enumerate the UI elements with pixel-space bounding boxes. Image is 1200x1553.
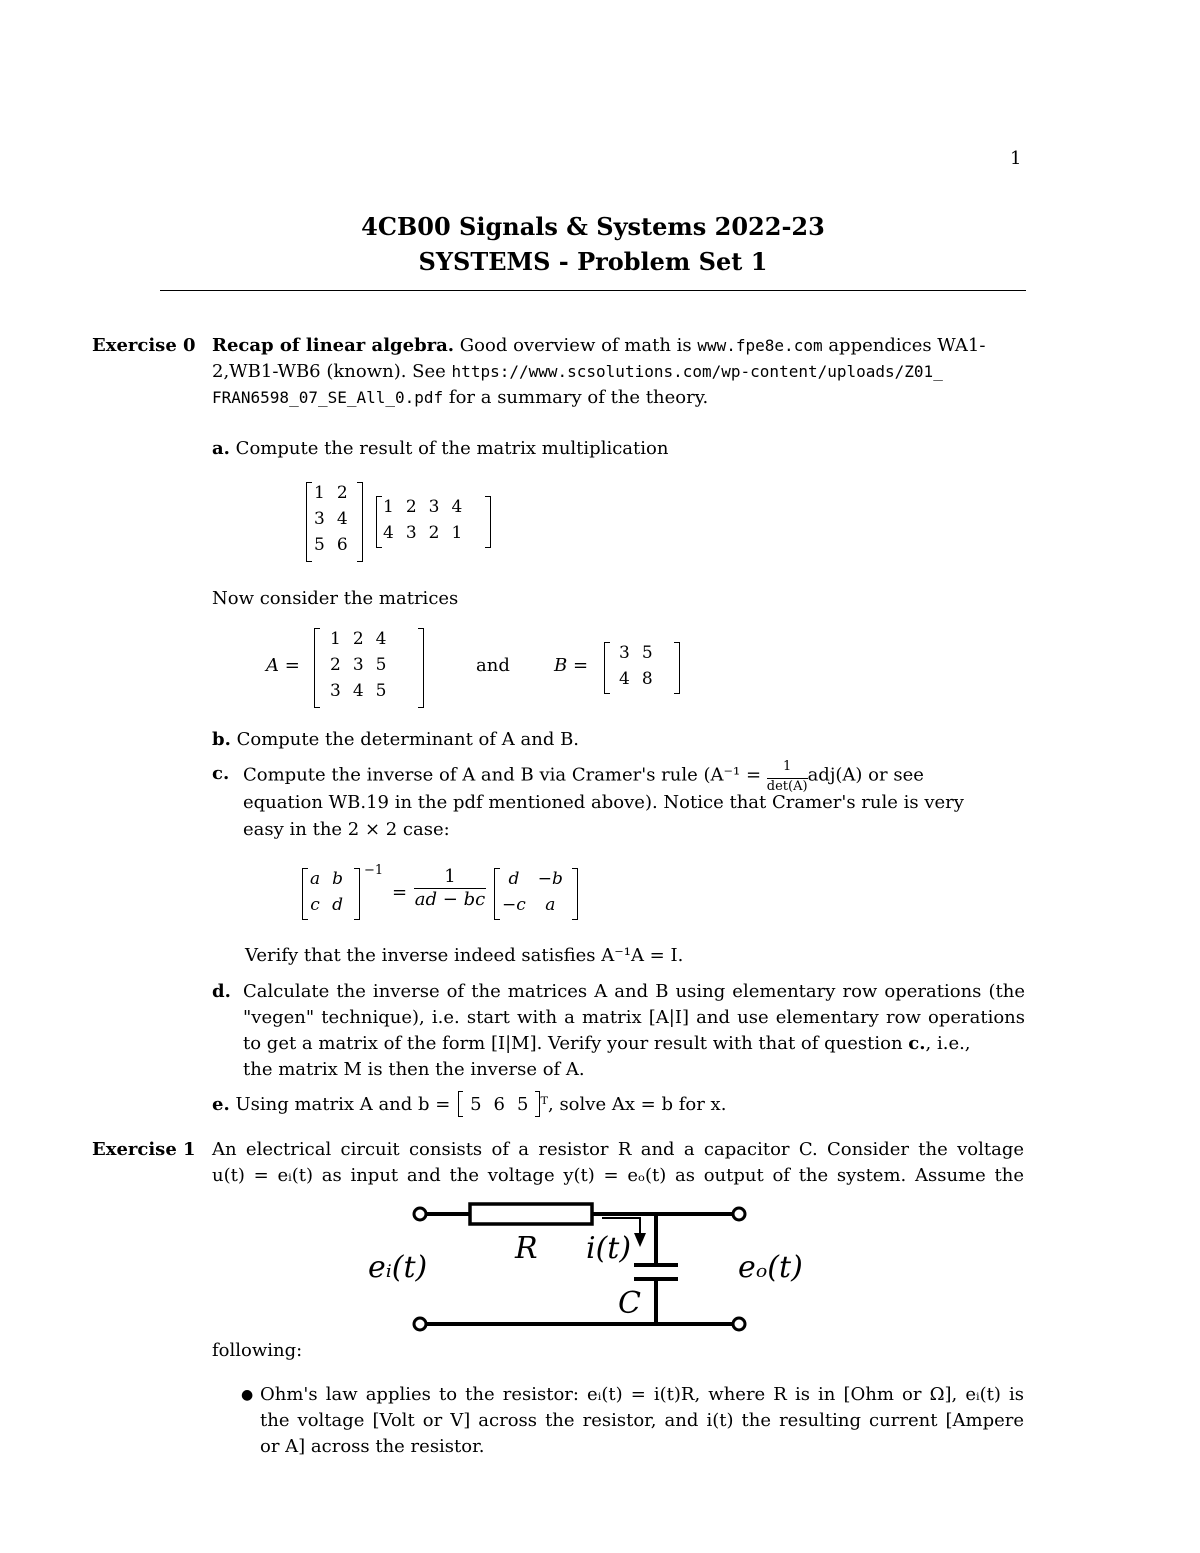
matrix-entry: a bbox=[545, 895, 556, 915]
item-a-label: a. bbox=[212, 438, 230, 459]
matrix-entry: 4 bbox=[619, 669, 630, 689]
item-c-line2: equation WB.19 in the pdf mentioned above). Notice that Cramer's rule is very bbox=[243, 792, 964, 813]
exercise-0-label: Exercise 0 bbox=[92, 335, 196, 356]
inverse-fraction bbox=[414, 866, 486, 911]
url-fpe8e[interactable]: www.fpe8e.com bbox=[697, 336, 823, 355]
label-C: C bbox=[618, 1286, 641, 1321]
matrix-entry: b bbox=[332, 869, 344, 889]
inverse-matrix bbox=[302, 866, 349, 918]
matrix-entry: 3 bbox=[619, 643, 630, 663]
matrix-entry: a bbox=[310, 869, 321, 889]
item-c-text: adj(A) or see bbox=[807, 764, 924, 786]
intro-text: 2,WB1-WB6 (known). See bbox=[212, 361, 452, 382]
following-text: following: bbox=[212, 1340, 303, 1361]
fraction-denominator: det(A) bbox=[766, 779, 808, 794]
matrix-entry: 5 bbox=[314, 535, 325, 555]
matrix-entry: 1 bbox=[451, 523, 463, 543]
vector-b bbox=[458, 1092, 540, 1118]
exercise-1-label: Exercise 1 bbox=[92, 1139, 196, 1160]
page-subtitle: SYSTEMS - Problem Set 1 bbox=[418, 247, 768, 276]
title-rule bbox=[160, 290, 1026, 291]
matrix-B bbox=[604, 640, 659, 692]
matrix-entry: 1 bbox=[383, 497, 394, 517]
matrix-entry: 1 bbox=[330, 629, 341, 649]
item-d-line: Calculate the inverse of the matrices A and B using elementary row operations (the bbox=[243, 981, 1025, 1002]
label-ei: eᵢ(t) bbox=[368, 1250, 428, 1285]
verify-text: Verify that the inverse indeed satisfies A⁻¹A = I. bbox=[245, 945, 684, 966]
page-number: 1 bbox=[1010, 148, 1022, 169]
item-d-line: , i.e., bbox=[925, 1033, 971, 1054]
exercise-1-text bbox=[212, 1137, 1024, 1189]
fraction-denominator: ad − bc bbox=[414, 889, 486, 910]
matrix-2 bbox=[376, 494, 468, 546]
vector-entry: 5 bbox=[516, 1094, 529, 1115]
matrix-entry: 4 bbox=[451, 497, 463, 517]
matrix-entry: 4 bbox=[336, 509, 348, 529]
url-scsolutions-cont[interactable]: FRAN6598_07_SE_All_0.pdf bbox=[212, 388, 444, 407]
item-d-label: d. bbox=[212, 981, 231, 1002]
ohm-line: Ohm's law applies to the resistor: eᵢ(t) = i(t)R, where R is in [Ohm or Ω], eᵢ(t) is bbox=[260, 1384, 1024, 1405]
rc-circuit-diagram bbox=[350, 1195, 820, 1345]
item-e-text: ᵀ, solve Ax = b for x. bbox=[540, 1094, 727, 1115]
matrix-entry: 6 bbox=[336, 535, 348, 555]
matrix-entry: 4 bbox=[383, 523, 394, 543]
matrix-entry: 2 bbox=[428, 523, 440, 543]
exercise-0-heading: Recap of linear algebra. bbox=[212, 335, 455, 356]
matrix-entry: 3 bbox=[428, 497, 440, 517]
item-d-text bbox=[243, 979, 1025, 1083]
item-c-text: Compute the inverse of A and B via Cramer's rule (A⁻¹ = bbox=[243, 764, 762, 786]
label-it: i(t) bbox=[586, 1231, 632, 1266]
matrix-entry: 5 bbox=[375, 681, 387, 701]
adjugate-matrix bbox=[494, 866, 569, 918]
matrix-entry: c bbox=[310, 895, 320, 915]
matrix-entry: 1 bbox=[314, 483, 325, 503]
fraction-numerator: 1 bbox=[414, 866, 486, 889]
matrix-entry: 5 bbox=[641, 643, 653, 663]
matrix-B-label: B = bbox=[554, 655, 589, 676]
vector-entry: 6 bbox=[493, 1094, 505, 1115]
fraction-numerator: 1 bbox=[767, 756, 808, 779]
ohm-bullet bbox=[260, 1382, 1024, 1460]
item-c-label: c. bbox=[212, 763, 230, 784]
intro-text: Good overview of math is bbox=[454, 335, 698, 356]
matrix-A bbox=[314, 626, 392, 704]
item-b bbox=[212, 727, 579, 753]
item-d-line: the matrix M is then the inverse of A. bbox=[243, 1059, 585, 1080]
matrix-entry: 8 bbox=[641, 669, 653, 689]
item-e bbox=[212, 1092, 726, 1118]
matrix-A-label: A = bbox=[266, 655, 300, 676]
matrix-entry: 3 bbox=[330, 681, 341, 701]
matrix-entry: −c bbox=[502, 895, 526, 915]
matrix-entry: 4 bbox=[352, 681, 364, 701]
intro-text: for a summary of the theory. bbox=[443, 387, 709, 408]
matrix-entry: d bbox=[508, 869, 520, 889]
item-b-text: Compute the determinant of A and B. bbox=[236, 729, 580, 750]
url-scsolutions[interactable]: https://www.scsolutions.com/wp-content/uploads/Z01_ bbox=[451, 362, 943, 381]
page-title: 4CB00 Signals & Systems 2022-23 bbox=[361, 212, 825, 241]
matrix-entry: d bbox=[332, 895, 344, 915]
inverse-exponent: −1 bbox=[364, 863, 384, 878]
item-e-text: Using matrix A and b = bbox=[235, 1094, 451, 1115]
matrix-1 bbox=[306, 480, 354, 558]
item-b-label: b. bbox=[212, 729, 231, 750]
intro-text: appendices WA1- bbox=[822, 335, 986, 356]
label-eo: eₒ(t) bbox=[738, 1250, 803, 1285]
vector-entry: 5 bbox=[470, 1094, 482, 1115]
equals-sign: = bbox=[392, 882, 408, 903]
exercise-1-line: u(t) = eᵢ(t) as input and the voltage y(t) = eₒ(t) as output of the system. Assume the bbox=[212, 1165, 1024, 1186]
item-a-text: Compute the result of the matrix multiplication bbox=[235, 438, 669, 459]
bullet-dot: ● bbox=[241, 1387, 254, 1403]
ohm-line: or A] across the resistor. bbox=[260, 1436, 485, 1457]
and-text: and bbox=[476, 655, 510, 676]
matrix-entry: 2 bbox=[330, 655, 341, 675]
matrix-entry: 5 bbox=[375, 655, 387, 675]
consider-text: Now consider the matrices bbox=[212, 588, 459, 609]
matrix-entry: −b bbox=[537, 869, 563, 889]
exercise-1-line: An electrical circuit consists of a resistor R and a capacitor C. Consider the voltage bbox=[212, 1139, 1024, 1160]
matrix-entry: 2 bbox=[405, 497, 417, 517]
question-ref: c. bbox=[908, 1033, 926, 1054]
matrix-entry: 3 bbox=[314, 509, 325, 529]
matrix-entry: 3 bbox=[405, 523, 417, 543]
matrix-entry: 2 bbox=[336, 483, 348, 503]
matrix-entry: 4 bbox=[375, 629, 387, 649]
label-R: R bbox=[515, 1231, 538, 1266]
item-d-line: "vegen" technique), i.e. start with a matrix [A|I] and use elementary row operations bbox=[243, 1007, 1025, 1028]
item-a bbox=[212, 436, 668, 462]
item-c-line3: easy in the 2 × 2 case: bbox=[243, 819, 450, 840]
item-e-label: e. bbox=[212, 1094, 230, 1115]
item-d-line: to get a matrix of the form [I|M]. Verify your result with that of question bbox=[243, 1033, 909, 1054]
exercise-0-intro bbox=[212, 333, 1024, 411]
matrix-entry: 3 bbox=[352, 655, 364, 675]
ohm-line: the voltage [Volt or V] across the resistor, and i(t) the resulting current [Ampere bbox=[260, 1410, 1024, 1431]
matrix-entry: 2 bbox=[352, 629, 364, 649]
